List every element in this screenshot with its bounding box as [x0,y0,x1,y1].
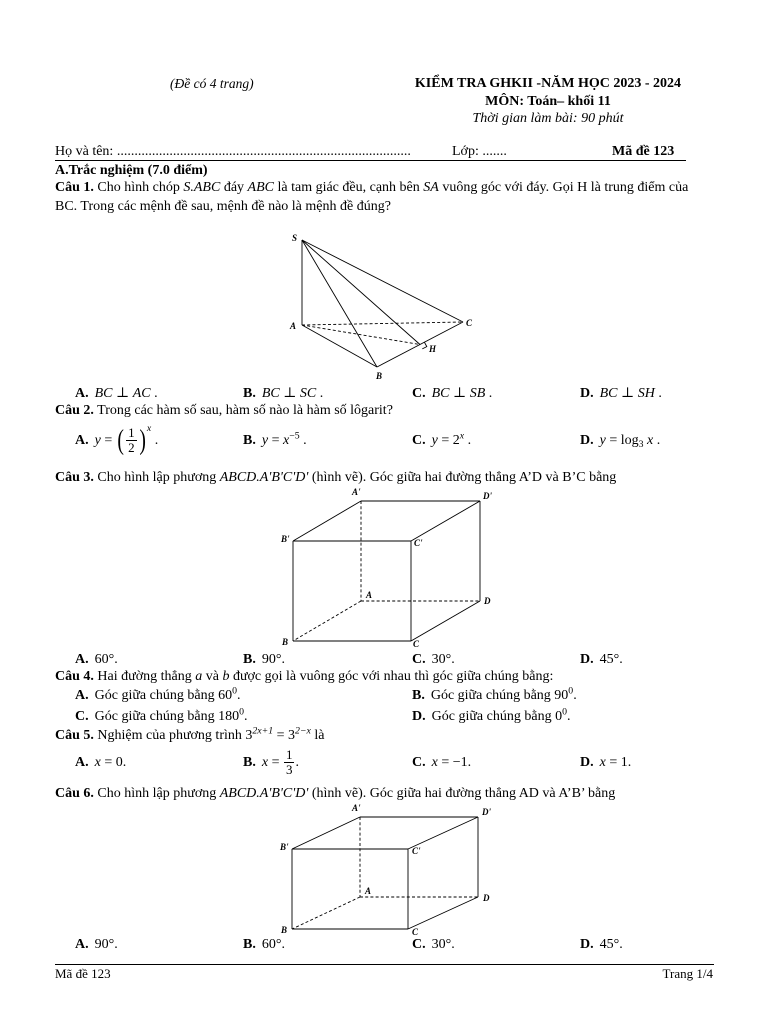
text-run: Nghiệm của phương trình [97,728,246,743]
denominator: 2 [128,440,135,456]
math-run: SB [469,386,486,401]
pyramid-figure [280,228,480,388]
math-run: ABCD.A'B'C'D' [219,470,309,485]
math-run: x [431,755,438,770]
option-letter: C. [412,755,426,770]
option-content [261,430,307,448]
text-run: . [653,433,661,448]
question-label: Câu 2. [55,403,94,418]
option-letter: A. [75,433,89,448]
math-run: y [94,433,101,448]
option-content [600,386,662,401]
hidden-edges [292,817,478,929]
text-run: Góc giữa chúng bằng 60 [94,688,233,703]
math-run: ABC [247,180,274,195]
text-run: 90°. [94,937,118,952]
option-d [412,706,712,727]
cube-figure-2 [276,800,501,938]
text-run: = 3 [273,728,296,743]
text-run: . [150,386,158,401]
option-letter: D. [580,755,594,770]
text-run: 30°. [431,937,455,952]
option-content [432,386,493,401]
parenthesized-fraction [116,426,147,455]
vertex-label-a: A [290,321,297,331]
edge-a1b1 [293,501,361,541]
text-run: 45°. [599,652,623,667]
option-a [75,747,243,779]
math-run: x [261,755,269,770]
option-letter: A. [75,937,89,952]
edge-cd [411,601,480,641]
option-b [243,425,412,457]
option-letter: D. [412,709,426,724]
option-content [94,685,241,703]
option-content [95,937,118,952]
exam-code: Mã đề 123 [612,144,675,159]
question-label: Câu 4. [55,669,94,684]
text-run: 90°. [261,652,285,667]
text-run: được gọi là vuông góc với nhau thì góc giữa chúng bằng: [229,669,554,684]
question-2 [55,401,393,420]
footer-rule [55,964,714,965]
math-run: SH [637,386,655,401]
option-content [600,433,661,448]
edge-ab [293,601,361,641]
fraction [126,426,137,455]
footer-exam-code: Mã đề 123 [55,966,111,981]
text-run: ⊥ [279,386,300,401]
question-label: Câu 5. [55,728,94,743]
edge-d1c1 [408,817,478,849]
text-run: ⊥ [617,386,638,401]
text-run: đáy [220,180,248,195]
vertex-label-a: A [366,590,373,600]
option-letter: B. [412,688,425,703]
fraction [284,748,295,777]
footer-page-number: Trang 1/4 [662,966,713,981]
vertex-label-b1: B' [280,842,289,852]
text-run: . [299,433,307,448]
text-run: . [316,386,324,401]
option-content [94,706,248,724]
option-letter: D. [580,386,594,401]
math-run: S.ABC [183,180,221,195]
option-letter: B. [243,652,256,667]
text-run: 3 [245,728,253,743]
text-run: Góc giữa chúng bằng 90 [430,688,569,703]
question-stem [97,470,616,485]
right-paren: ) [138,424,146,456]
text-run: ⊥ [449,386,470,401]
vertex-label-d1: D' [482,807,491,817]
left-paren: ( [117,424,124,456]
vertex-label-s: S [292,233,298,243]
text-run: . [151,433,159,448]
option-a [75,935,243,954]
option-letter: B. [243,433,256,448]
math-run: SC [299,386,317,401]
text-run: . [236,688,241,703]
vertex-label-h: H [429,344,437,354]
text-run: 30°. [431,652,455,667]
vertex-label-b1: B' [281,534,290,544]
text-run: = 2 [437,433,460,448]
option-content [261,747,299,778]
option-c [75,706,412,727]
text-run: Cho hình lập phương [97,470,220,485]
text-run: = [268,433,283,448]
edge-ab [292,897,360,929]
text-run: 45°. [599,937,623,952]
hidden-edges [293,501,480,641]
text-run: 60°. [94,652,118,667]
math-run: y [261,433,269,448]
option-letter: A. [75,652,89,667]
pages-note: (Đề có 4 trang) [170,76,254,91]
option-d [580,650,720,669]
exam-header [398,75,698,128]
vertex-label-a1: A' [352,487,361,497]
vertex-label-d1: D' [483,491,492,501]
vertex-label-b: B [282,637,289,647]
text-run: Cho hình lập phương [97,786,220,801]
question-5-options [75,747,720,779]
math-run: AC [132,386,151,401]
option-letter: C. [412,652,426,667]
text-run: là [310,728,325,743]
solid-edges [293,501,480,641]
math-run: BC [431,386,450,401]
vertex-label-c: C [466,318,473,328]
math-run: BC [599,386,618,401]
option-letter: D. [580,937,594,952]
question-2-options [75,425,720,457]
option-letter: A. [75,755,89,770]
class-field: Lớp: ....... [452,144,507,159]
vertex-label-a1: A' [352,803,361,813]
numerator: 1 [128,425,135,441]
option-content [431,430,472,448]
question-label: Câu 1. [55,180,94,195]
math-run: x [647,433,654,448]
option-content [95,386,158,401]
question-label: Câu 6. [55,786,94,801]
edge-d1c1 [411,501,480,541]
option-d [580,384,720,403]
option-d [580,425,720,457]
text-run: ⊥ [112,386,133,401]
option-content [600,937,623,952]
text-run: Cho hình chóp [97,180,184,195]
option-content [262,386,323,401]
math-run: b [222,669,230,684]
math-run: y [599,433,606,448]
option-letter: C. [412,433,426,448]
option-content [432,937,455,952]
option-d [580,747,720,779]
vertex-label-b: B [376,371,383,381]
superscript: 0 [568,685,574,697]
text-run: = 1. [605,755,632,770]
option-b [412,685,712,706]
text-run: là tam giác đều, cạnh bên [273,180,424,195]
solid-edges [292,817,478,929]
option-content [95,652,118,667]
question-stem [55,180,688,214]
text-run: 60°. [261,937,285,952]
option-letter: C. [412,937,426,952]
question-stem [97,669,553,684]
option-content [95,755,127,770]
option-c [412,425,580,457]
edge-a1b1 [292,817,360,849]
option-letter: A. [75,386,89,401]
option-content [432,755,472,770]
superscript: x [459,430,465,442]
text-run: (hình vẽ). Góc giữa hai đường thẳng A’D và B’C bằng [308,470,617,485]
option-a [75,685,412,706]
question-4 [55,667,553,686]
question-6-options [75,935,720,954]
text-run: Góc giữa chúng bằng 180 [94,709,240,724]
option-letter: D. [580,652,594,667]
segment-sh [302,240,420,345]
text-run: . [243,709,248,724]
option-letter: B. [243,386,256,401]
option-letter: A. [75,688,89,703]
text-run: và [202,669,223,684]
text-run: Trong các hàm số sau, hàm số nào là hàm số lôgarit? [97,403,393,418]
text-run: . [485,386,493,401]
text-run: Góc giữa chúng bằng 0 [431,709,563,724]
question-5 [55,726,325,745]
solid-edges [302,240,463,367]
option-c [412,935,580,954]
superscript: −5 [289,430,300,442]
option-d [580,935,720,954]
superscript: 0 [239,706,244,718]
text-run: (hình vẽ). Góc giữa hai đường thẳng AD và A’B’ bằng [308,786,616,801]
option-letter: C. [75,709,89,724]
option-letter: D. [580,433,594,448]
text-run: . [573,688,577,703]
superscript: 2−x [295,725,311,737]
question-label: Câu 3. [55,470,94,485]
question-stem [97,725,325,743]
text-run: . [464,433,472,448]
option-content [262,652,285,667]
text-run: . [566,709,571,724]
superscript: 0 [562,706,567,718]
section-title: A.Trắc nghiệm (7.0 điểm) [55,163,208,178]
superscript: 2x+1 [252,725,274,737]
math-run: ABCD.A'B'C'D' [219,786,309,801]
text-run: . [654,386,662,401]
numerator: 1 [285,747,293,763]
denominator: 3 [285,762,293,778]
option-c [412,384,580,403]
option-letter: B. [243,937,256,952]
option-content [430,685,577,703]
text-run: = [100,433,116,448]
question-4-options [75,685,712,727]
option-b [243,747,412,779]
option-c [412,747,580,779]
option-letter: B. [243,755,256,770]
text-run: = 0. [100,755,127,770]
text-run: = −1. [437,755,472,770]
vertex-label-c1: C' [414,538,423,548]
cube-figure-1 [276,484,501,652]
vertex-label-c1: C' [412,846,421,856]
vertex-label-d: D [483,893,490,903]
vertex-label-b: B [281,925,288,935]
text-run: . [295,755,299,770]
text-run: Hai đường thẳng [97,669,196,684]
math-run: x [599,755,606,770]
option-content [431,706,571,724]
text-run: vuông góc với đáy. Gọi H là trung điểm của BC. Trong các mệnh đề sau, mệnh đề nào là mệnh đề đúng? [55,180,689,214]
option-content [262,937,285,952]
header-rule [55,160,686,161]
text-run: = log [605,433,639,448]
question-stem [97,403,393,418]
exam-title: KIỂM TRA GHKII -NĂM HỌC 2023 - 2024 [414,76,682,91]
vertex-label-c: C [413,639,420,649]
option-content [600,652,623,667]
math-run: y [431,433,438,448]
question-stem [97,786,615,801]
math-run: BC [94,386,113,401]
superscript: x [146,423,152,434]
hidden-edges [302,322,463,345]
edge-ac [302,322,463,325]
subscript: 3 [638,438,644,450]
math-run: BC [261,386,280,401]
subject-line: MÔN: Toán– khối 11 [485,93,611,109]
option-content [94,423,159,456]
text-run: = [268,755,283,770]
math-run: a [195,669,203,684]
option-content [432,652,455,667]
superscript: 0 [232,685,237,697]
vertex-label-c: C [412,927,419,937]
vertex-label-a: A [365,886,372,896]
option-b [243,935,412,954]
student-name-field: Họ và tên: .................................................................................... [55,144,411,159]
question-1 [55,178,710,216]
math-run: x [282,433,290,448]
vertex-label-d: D [484,596,491,606]
math-run: SA [423,180,439,195]
edge-cd [408,897,478,929]
option-a [75,425,243,457]
option-content [600,755,632,770]
option-letter: C. [412,386,426,401]
math-run: x [94,755,101,770]
duration-line: Thời gian làm bài: 90 phút [472,111,624,126]
